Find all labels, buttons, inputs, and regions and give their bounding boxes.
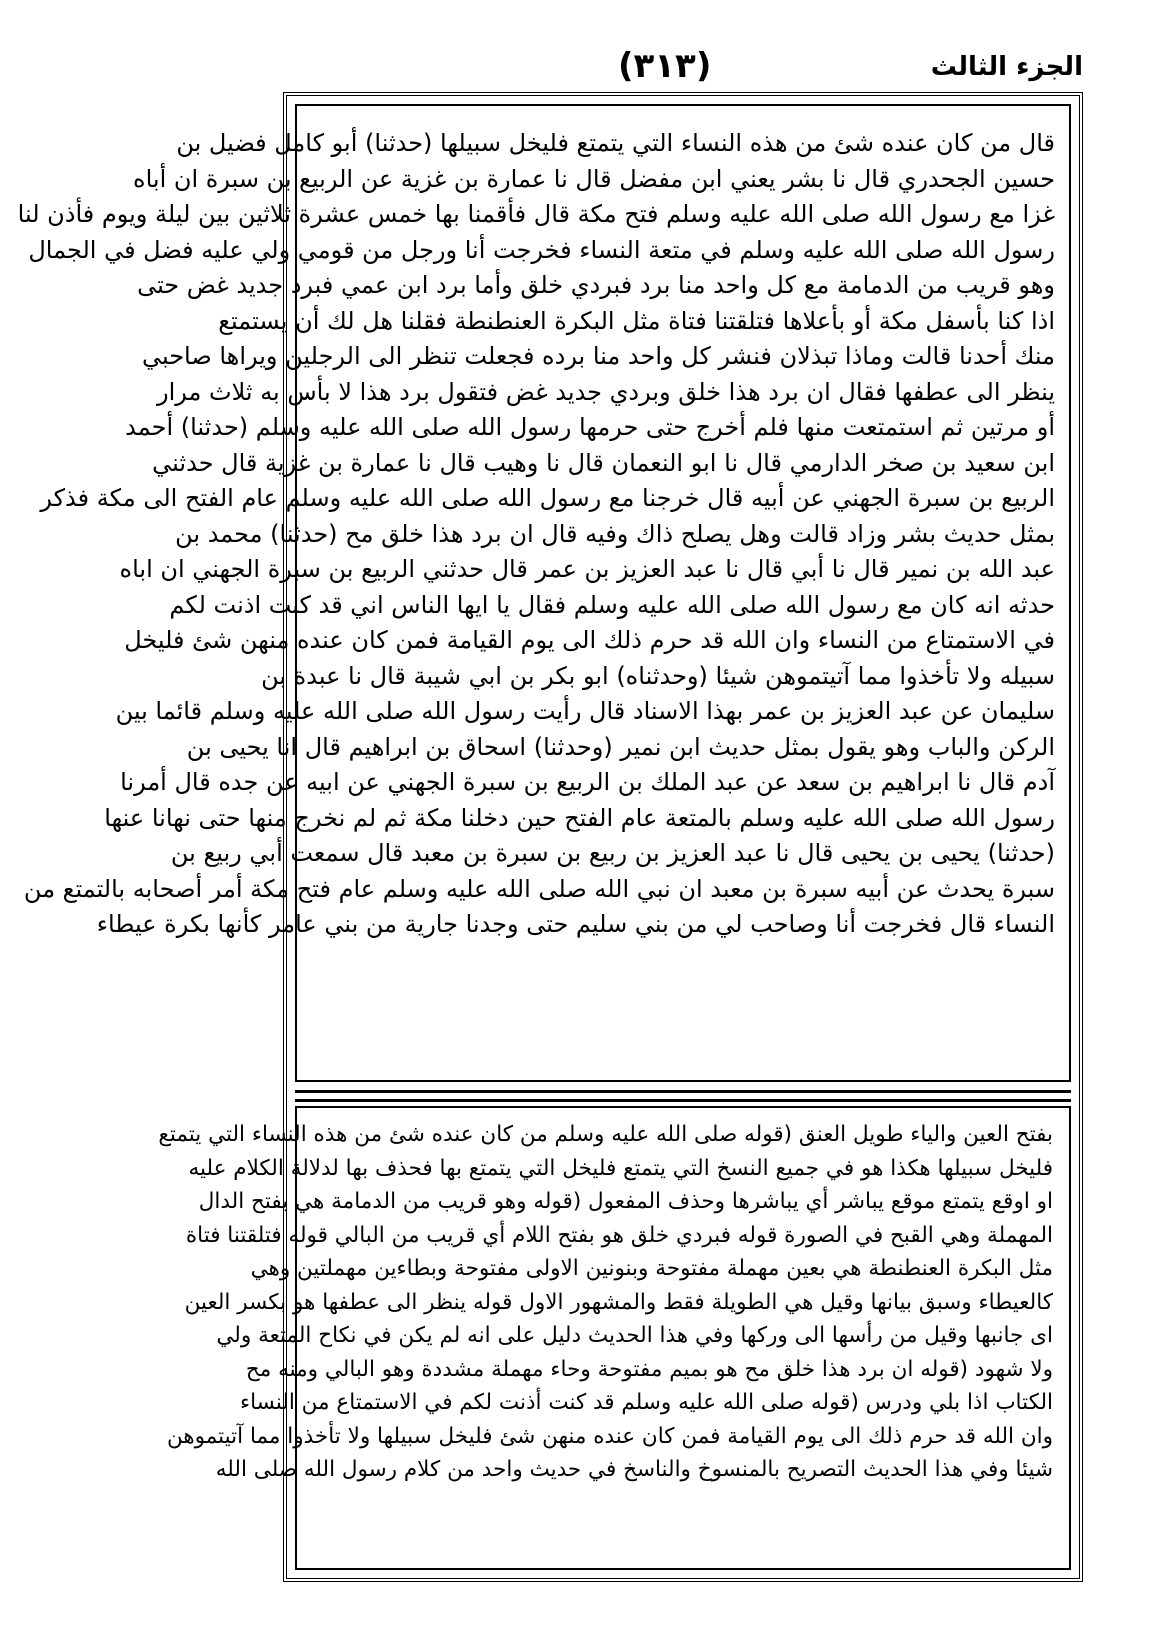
main-text-line: عبد الله بن نمير قال نا أبي قال نا عبد العزيز بن عمر قال حدثني الربيع بن سبرة الجهني ان اباه <box>119 555 1055 583</box>
main-text-line: ابن سعيد بن صخر الدارمي قال نا ابو النعمان قال نا وهيب قال نا عمارة بن غزية قال حدثني <box>152 448 1055 477</box>
main-text-line: قال من كان عنده شئ من هذه النساء التي يتمتع فليخل سبيلها (حدثنا) أبو كامل فضيل بن <box>176 129 1055 157</box>
main-text-line: أو مرتين ثم استمتعت منها فلم أخرج حتى حرمها رسول الله صلى الله عليه وسلم (حدثنا) أحمد <box>125 413 1055 441</box>
section-divider <box>295 1090 1071 1102</box>
main-text-line: في الاستمتاع من النساء وان الله قد حرم ذلك الى يوم القيامة فمن كان عنده منهن شئ فليخل <box>124 626 1055 654</box>
commentary-line: شيئا وفي هذا الحديث التصريح بالمنسوخ والناسخ في حديث واحد من كلام رسول الله صلى الله <box>215 1457 1053 1482</box>
main-text-line: (حدثنا) يحيى بن يحيى قال نا عبد العزيز بن ربيع بن سبرة بن معبد قال سمعت أبي ربيع بن <box>170 839 1055 867</box>
commentary-block <box>158 1106 1071 1570</box>
main-text-line: سبيله ولا تأخذوا مما آتيتموهن شيئا (وحدثناه) ابو بكر بن ابي شيبة قال نا عبدة بن <box>261 661 1055 690</box>
main-text-line: غزا مع رسول الله صلى الله عليه وسلم فتح مكة قال فأقمنا بها خمس عشرة ثلاثين بين ليلة ويوم فأذن لنا <box>17 200 1055 228</box>
main-text-line: وهو قريب من الدمامة مع كل واحد منا برد فبردي خلق وأما برد ابن عمي فبرد جديد غض حتى <box>137 271 1055 299</box>
commentary-line: وان الله قد حرم ذلك الى يوم القيامة فمن كان عنده منهن شئ فليخل سبيلها ولا تأخذوا مما آتيتموهن <box>166 1423 1053 1449</box>
main-text-line: الربيع بن سبرة الجهني عن أبيه قال خرجنا مع رسول الله صلى الله عليه وسلم عام الفتح الى مكة فذكر <box>40 484 1055 512</box>
page-frame <box>17 92 1083 1582</box>
main-text-line: الركن والباب وهو يقول بمثل حديث ابن نمير (وحدثنا) اسحاق بن ابراهيم قال انا يحيى بن <box>186 732 1055 761</box>
main-text-line: اذا كنا بأسفل مكة أو بأعلاها فتلقتنا فتاة مثل البكرة العنطنطة فقلنا هل لك أن يستمتع <box>218 306 1055 335</box>
running-head <box>283 40 1083 90</box>
page-number: (٣١٣) <box>618 46 712 86</box>
commentary-line: كالعيطاء وسبق بيانها وقيل هي الطويلة فقط والمشهور الاول قوله ينظر الى عطفها هو بكسر العين <box>184 1289 1053 1315</box>
main-text-line: حسين الجحدري قال نا بشر يعني ابن مفضل قال نا عمارة بن غزية عن الربيع بن سبرة ان أباه <box>133 164 1055 193</box>
main-text-line: سبرة يحدث عن أبيه سبرة بن معبد ان نبي الله صلى الله عليه وسلم عام فتح مكة أمر أصحابه بالتمتع من <box>23 874 1055 903</box>
main-text-line: آدم قال نا ابراهيم بن سعد عن عبد الملك بن الربيع بن سبرة الجهني عن ابيه عن جده قال أمرنا <box>120 768 1055 796</box>
commentary-line: او اوقع يتمتع موقع يباشر أي يباشرها وحذف المفعول (قوله وهو قريب من الدمامة هي بفتح الدال <box>198 1189 1053 1214</box>
main-text-line: النساء قال فخرجت أنا وصاحب لي من بني سليم حتى وجدنا جارية من بني عامر كأنها بكرة عيطاء <box>96 910 1055 938</box>
main-text-line: منك أحدنا قالت وماذا تبذلان فنشر كل واحد منا برده فجعلت تنظر الى الرجلين ويراها صاحبي <box>141 342 1055 370</box>
commentary-line: مثل البكرة العنطنطة هي بعين مهملة مفتوحة وبنونين الاولى مفتوحة وبطاءين مهملتين وهي <box>250 1256 1053 1281</box>
commentary-line: فليخل سبيلها هكذا هو في جميع النسخ التي يتمتع فليخل التي يتمتع بها فحذف بها لدلالة الكلام عليه <box>188 1155 1053 1181</box>
main-text-line: ينظر الى عطفها فقال ان برد هذا خلق وبردي جديد غض فتقول برد هذا لا بأس به ثلاث مرار <box>156 377 1055 406</box>
main-text-block <box>17 104 1071 1082</box>
part-title: الجزء الثالث <box>930 52 1083 82</box>
main-text-line: بمثل حديث بشر وزاد قالت وهل يصلح ذاك وفيه قال ان برد هذا خلق مح (حدثنا) محمد بن <box>175 519 1055 548</box>
main-text-line: حدثه انه كان مع رسول الله صلى الله عليه وسلم فقال يا ايها الناس اني قد كنت اذنت لكم <box>169 590 1055 619</box>
commentary-line: اى جانبها وقيل من رأسها الى وركها وفي هذا الحديث دليل على انه لم يكن في نكاح المتعة ولي <box>216 1323 1053 1348</box>
commentary-line: ولا شهود (قوله ان برد هذا خلق مح هو بميم مفتوحة وحاء مهملة مشددة وهو البالي ومنه مح <box>245 1356 1053 1382</box>
main-text-line: سليمان عن عبد العزيز بن عمر بهذا الاسناد قال رأيت رسول الله صلى الله عليه وسلم قائما بين <box>115 697 1055 725</box>
commentary-line: المهملة وهي القبح في الصورة قوله فبردي خلق هو بفتح اللام أي قريب من البالي قوله فتلقتنا فتاة <box>185 1222 1053 1248</box>
main-text-line: رسول الله صلى الله عليه وسلم في متعة النساء فخرجت أنا ورجل من قومي ولي عليه فضل في الجمال <box>28 235 1055 264</box>
main-text-line: رسول الله صلى الله عليه وسلم بالمتعة عام الفتح حين دخلنا مكة ثم لم نخرج منها حتى نهانا عنها <box>104 803 1055 832</box>
commentary-line: الكتاب اذا بلي ودرس (قوله صلى الله عليه وسلم قد كنت أذنت لكم في الاستمتاع من النساء <box>240 1390 1053 1415</box>
commentary-line: بفتح العين والياء طويل العنق (قوله صلى الله عليه وسلم من كان عنده شئ من هذه النساء التي يتمتع <box>158 1122 1053 1147</box>
